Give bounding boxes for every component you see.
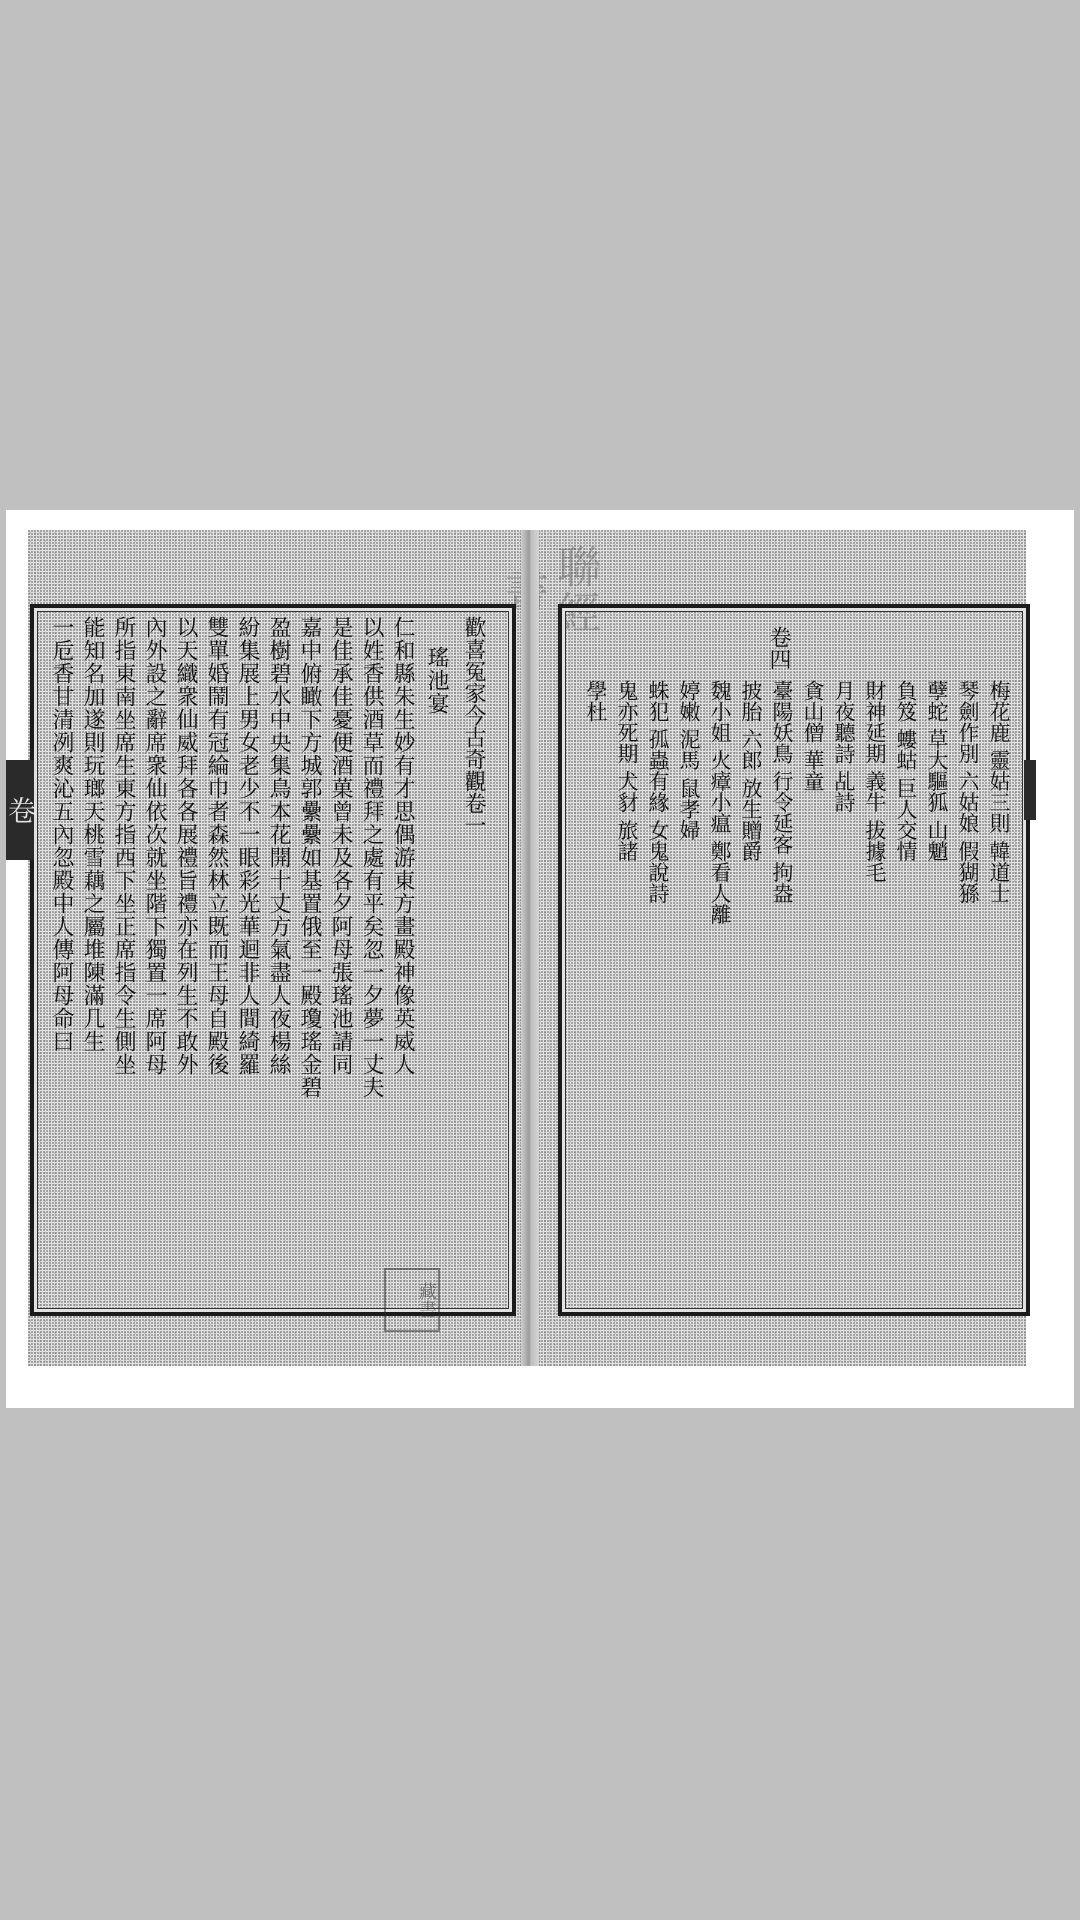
book-spread — [4, 530, 1026, 1366]
toc-entry-column: 鬼亦死期 犬豺 旅諸 — [615, 680, 639, 862]
toc-entry-column: 負笈 螻蛄 巨人交情 — [894, 680, 918, 862]
text-column: 能知名加遂則玩瑯天桃雪藕之屬堆陳滿几生 — [80, 616, 105, 1053]
toc-heading: 卷四 — [766, 626, 791, 670]
chapter-title: 瑤池宴 — [424, 646, 449, 715]
text-column: 仁和縣朱生妙有才思偶游東方畫殿神像英威人 — [390, 616, 415, 1076]
left-text-block — [50, 616, 450, 1302]
banner-title: 歡喜冤家今古奇觀卷一 — [461, 616, 486, 836]
toc-entry-column: 梅花鹿 靈姑三則 韓道士 — [987, 680, 1011, 904]
ownership-stamp: 藏書 — [384, 1268, 440, 1332]
text-column: 紛集展上男女老少不一眼彩光華迴非人間綺羅 — [235, 616, 260, 1076]
text-column: 一卮香甘清冽爽沁五內忽殿中人傳阿母命曰 — [49, 616, 74, 1053]
text-column: 所指東南坐席生東方指西下坐正席指令生側坐 — [111, 616, 136, 1076]
book-gutter — [521, 530, 539, 1366]
edge-tab-right — [1024, 760, 1036, 820]
text-column: 以天織衆仙威拜各各展禮旨禮亦在列生不敢外 — [173, 616, 198, 1076]
toc-entry-column: 魏小姐 火瘴小瘟 鄭看人離 — [708, 680, 732, 925]
text-column: 是佳承佳憂便酒菓曾未及各夕阿母張瑤池請同 — [328, 616, 353, 1076]
text-column: 盈樹碧水中央集鳥本花開十丈方氣盡人夜楊絲 — [266, 616, 291, 1076]
toc-entry-column: 琴劍作別 六姑娘 假猢猻 — [956, 680, 980, 904]
toc-entry-column: 婷嫩 泥馬 鼠孝婦 — [677, 680, 701, 841]
scan-sheet — [6, 510, 1074, 1408]
text-column: 雙單婚鬧有冠綸巾者森然林立既而王母自殿後 — [204, 616, 229, 1076]
text-column: 內外設之辭席衆仙依次就坐階下獨置一席阿母 — [142, 616, 167, 1076]
toc-entry-column: 財神延期 義牛 拔據毛 — [863, 680, 887, 883]
toc-entry-column: 孽蛇 草大驅狐 山魈 — [925, 680, 949, 862]
text-column: 以姓香供酒草而禮拜之處有平矣忽一夕夢一丈夫 — [359, 616, 384, 1099]
edge-tab-left: 卷 — [6, 760, 34, 860]
toc-entry-column: 貪山僧 華童 — [801, 680, 825, 792]
toc-entry-column: 月夜聽詩 乩詩 — [832, 680, 856, 813]
toc-entry-column: 臺陽妖鳥 行令延客 拘盎 — [770, 680, 794, 904]
toc-entry-column: 蛛犯 孤蟲有緣 女鬼說詩 — [646, 680, 670, 904]
text-column: 嘉中俯瞰下方城郭纍纍如基置俄至一殿瓊瑤金碧 — [297, 616, 322, 1099]
left-banner — [458, 616, 488, 1302]
toc-entry-column: 學杜 — [584, 680, 608, 722]
toc-entry-column: 披胎 六郎 放生贈爵 — [739, 680, 763, 862]
library-seal: 聯經 — [549, 544, 600, 636]
